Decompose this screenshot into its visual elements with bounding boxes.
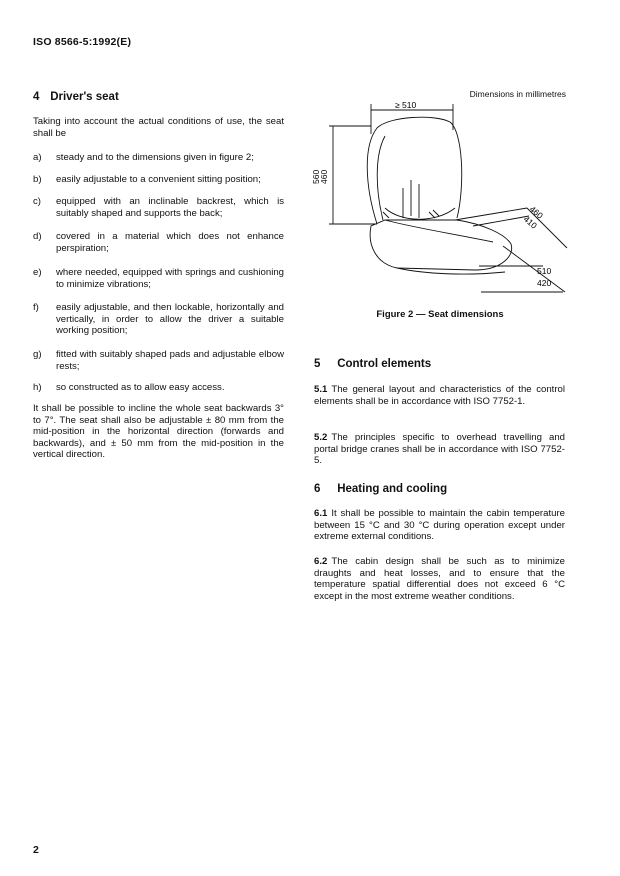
list-item-text: fitted with suitably shaped pads and adjustable elbow rests; — [56, 349, 284, 372]
list-item-label: h) — [33, 382, 42, 393]
list-item-text: equipped with an inclinable backrest, which is suitably shaped and supports the back; — [56, 196, 284, 219]
list-item — [33, 196, 284, 219]
list-item-text: easily adjustable to a convenient sitting position; — [56, 174, 261, 185]
list-item-label: d) — [33, 231, 42, 242]
clause-number: 5.1 — [314, 384, 328, 395]
section-4-title: Driver's seat — [50, 91, 119, 103]
section-5-title: Control elements — [337, 358, 432, 370]
units-note: Dimensions in millimetres — [469, 89, 566, 99]
clause-text: The principles specific to overhead travelling and portal bridge cranes shall be in accordance with ISO 7752-5. — [314, 432, 565, 467]
clause-number: 6.2 — [314, 556, 328, 567]
section-4-closing: It shall be possible to incline the whole seat backwards 3° to 7°. The seat shall also be adjustable ± 80 mm from the mid-position in the horizontal direction (forwards and backwards), and ± 50 mm from the mid-position in the vertical direction. — [33, 403, 284, 461]
clause-number: 6.1 — [314, 508, 328, 519]
list-item — [33, 231, 284, 254]
dim-label-width-top: ≥ 510 — [395, 100, 417, 110]
section-4-heading — [33, 91, 119, 103]
seat-dimension-figure — [305, 96, 575, 301]
list-item-label: e) — [33, 267, 42, 278]
page-number: 2 — [33, 844, 39, 856]
list-item-text: easily adjustable, and then lockable, horizontally and vertically, in order to allow the driver a suitable working position; — [56, 302, 284, 337]
clause-5-1 — [314, 384, 565, 407]
list-item-text: steady and to the dimensions given in figure 2; — [56, 152, 254, 163]
clause-text: It shall be possible to maintain the cabin temperature between 15 °C and 30 °C during operation except under extreme external conditions. — [314, 508, 565, 543]
dim-label-width-b: 420 — [537, 278, 552, 288]
section-5-number: 5 — [314, 358, 321, 370]
list-item-text: so constructed as to allow easy access. — [56, 382, 225, 393]
list-item — [33, 174, 284, 186]
list-item-label: b) — [33, 174, 42, 185]
figure-caption: Figure 2 — Seat dimensions — [376, 309, 504, 320]
section-4-number: 4 — [33, 91, 40, 103]
list-item — [33, 382, 284, 394]
dim-label-depth-b: 410 — [521, 213, 540, 231]
backrest-bottom-curve — [385, 208, 455, 219]
section-6-title: Heating and cooling — [337, 483, 448, 495]
list-item — [33, 267, 284, 290]
backrest-inner-line — [377, 136, 385, 220]
dim-label-height-b: 460 — [319, 169, 329, 184]
section-5-heading — [314, 358, 431, 370]
clause-text: The general layout and characteristics of the control elements shall be in accordance with ISO 7752-1. — [314, 384, 565, 407]
dim-label-width-a: 510 — [537, 266, 552, 276]
clause-number: 5.2 — [314, 432, 328, 443]
list-item — [33, 302, 284, 337]
list-item — [33, 152, 284, 164]
list-item-label: g) — [33, 349, 42, 360]
seat-cushion-seam — [385, 220, 493, 242]
section-6-number: 6 — [314, 483, 321, 495]
list-item-label: f) — [33, 302, 39, 313]
list-item — [33, 349, 284, 372]
clause-6-1 — [314, 508, 565, 543]
section-6-heading — [314, 483, 447, 495]
backrest-seam — [403, 180, 419, 218]
clause-text: The cabin design shall be such as to minimize draughts and heat losses, and to ensure that the temperature spatial differential does not exceed 6 °C except in the most extreme weather conditions. — [314, 556, 565, 602]
seat-cushion-outline — [370, 220, 512, 270]
list-item-label: a) — [33, 152, 42, 163]
backrest-outline — [367, 117, 462, 224]
list-item-label: c) — [33, 196, 41, 207]
standard-id: ISO 8566-5:1992(E) — [33, 36, 132, 48]
clause-5-2 — [314, 432, 565, 467]
list-item-text: covered in a material which does not enhance perspiration; — [56, 231, 284, 254]
dim-line-depth — [473, 216, 529, 226]
clause-6-2 — [314, 556, 565, 602]
list-item-text: where needed, equipped with springs and cushioning to minimize vibrations; — [56, 267, 284, 290]
dim-extension-line — [503, 246, 565, 292]
dim-label-height-a: 560 — [311, 169, 321, 184]
section-4-intro: Taking into account the actual conditions of use, the seat shall be — [33, 116, 284, 139]
dim-label-depth-a: 460 — [527, 203, 546, 221]
